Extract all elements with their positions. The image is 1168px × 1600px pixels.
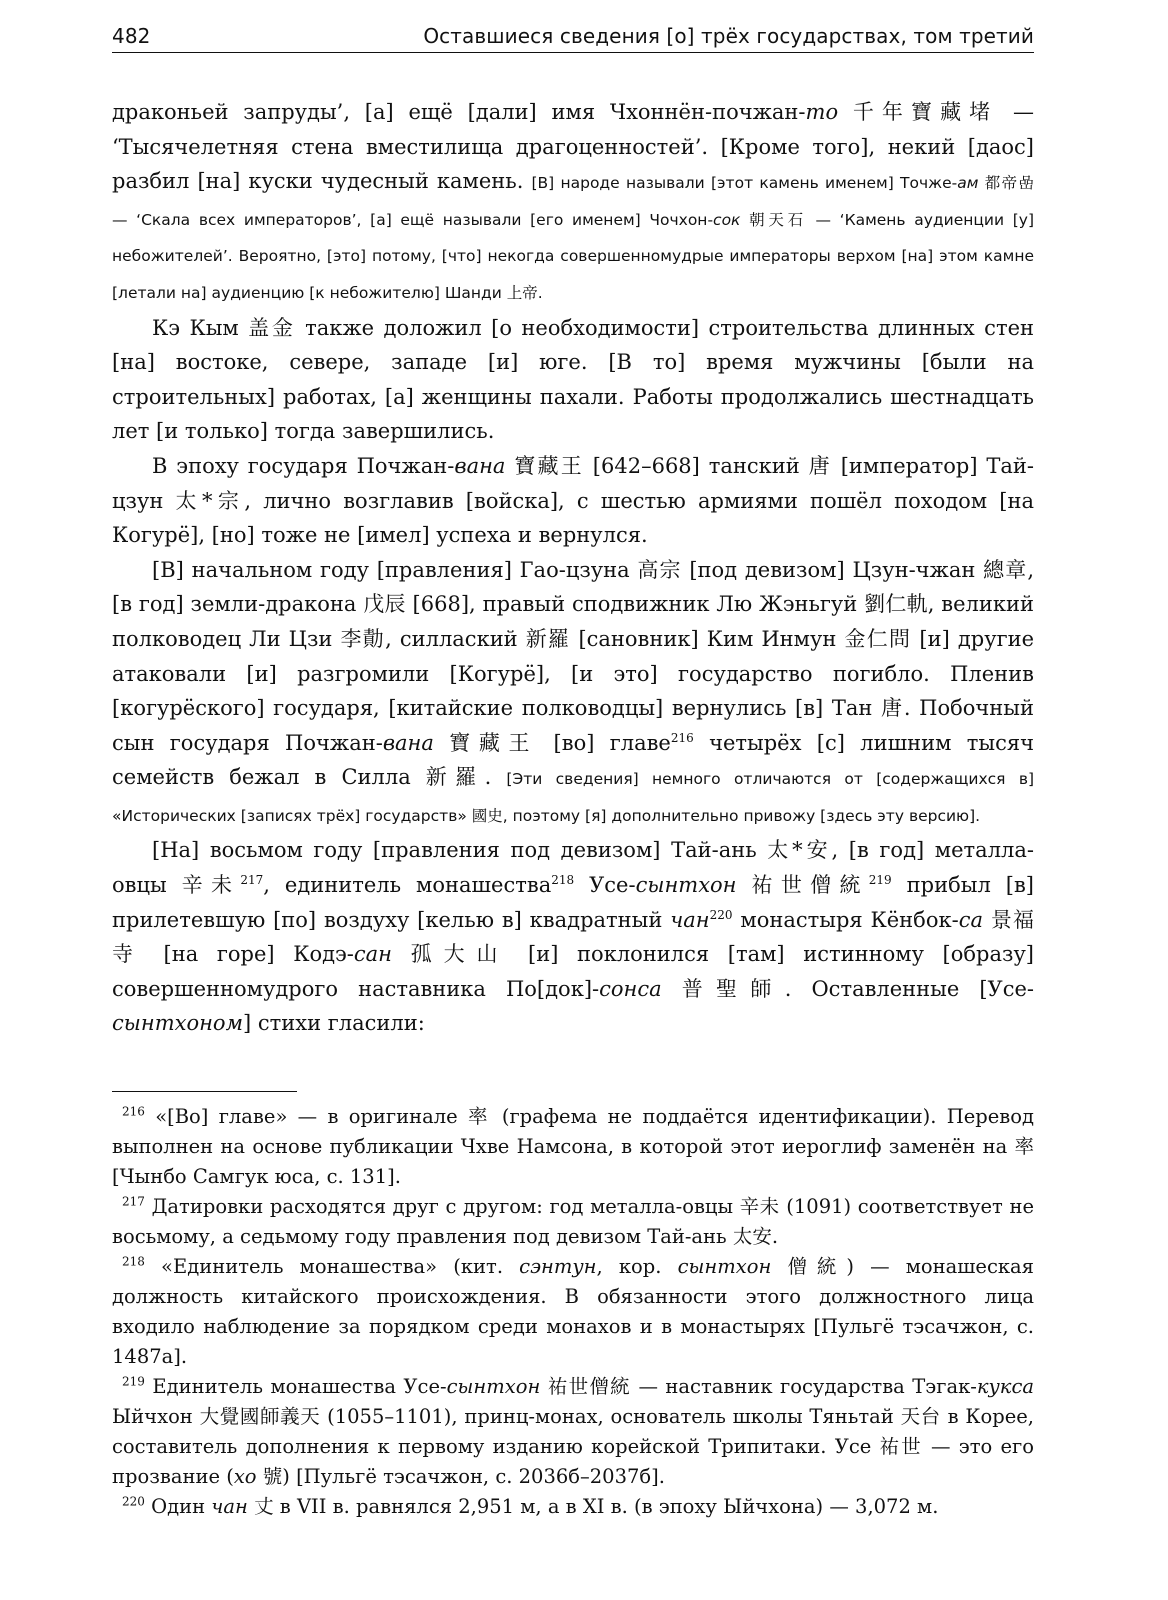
- footnote: [112, 1372, 1034, 1492]
- paragraph: [112, 449, 1034, 553]
- text-run: В эпоху государя Почжан-: [152, 453, 455, 478]
- text-run: Усе-: [574, 873, 636, 898]
- text-run: сынтхон: [446, 1375, 541, 1399]
- page: [112, 24, 1034, 1522]
- text-run: сынтхон: [677, 1255, 772, 1279]
- text-run: 丈 в VII в. равнялся 2,951 м, а в XI в. (в эпоху Ыйчхона) — 3,072 м.: [247, 1495, 939, 1519]
- text-run: сынтхон: [635, 873, 737, 898]
- body-text: [112, 95, 1034, 1041]
- text-run: , кор.: [596, 1255, 678, 1279]
- paragraph: [112, 553, 1034, 834]
- paragraph: [112, 95, 1034, 311]
- footnote-ref: 217: [240, 873, 264, 888]
- text-run: ] стихи гласили:: [242, 1011, 425, 1036]
- text-run: 寶藏王 [642–668] танский 唐 [император] Тай-цзун 太*宗, лично возглавив [войска], с шестью армиями пошёл походом [на Когурё], [но] тоже не [имел] успеха и вернулся.: [112, 453, 1035, 548]
- footnote-ref: 216: [122, 1104, 145, 1119]
- footnote: [112, 1192, 1034, 1252]
- footnote-ref: 218: [122, 1254, 145, 1269]
- paragraph: [112, 833, 1034, 1041]
- commentary-text: 朝天石 — ‘Камень аудиенции [у] небожителей’. Вероятно, [это] потому, [что] некогда совершенномудрые императоры верхом [на] этом камне [летали на] аудиенцию [к небожителю] Шанди 上帝.: [112, 210, 1034, 302]
- page-number: 482: [112, 24, 151, 48]
- text-run: четырёх [с] лишним тысяч семейств бежал в Силла 新羅.: [112, 730, 1034, 790]
- footnote-ref: 216: [670, 730, 694, 745]
- footnote-separator: [112, 1091, 297, 1092]
- text-run: 孤大山 [и] поклонился [там] истинному [образу] совершенномудрого наставника По[док]-: [112, 942, 1034, 1001]
- footnote-ref: 218: [551, 873, 575, 888]
- paragraph: [112, 311, 1034, 449]
- text-run: монастыря Кёнбок-: [732, 907, 959, 932]
- text-run: сан: [353, 942, 393, 967]
- text-run: Единитель монашества Усе-: [144, 1375, 447, 1399]
- text-run: Кэ Кым 盖金 также доложил [о необходимости] строительства длинных стен [на] востоке, севере, западе [и] юге. [В то] время мужчины [были на строительных] работах, [а] женщины пахали. Работы продолжались шестнадцать лет [и только] тогда завершились.: [112, 315, 1034, 444]
- footnote-ref: 220: [709, 907, 733, 922]
- text-run: сонса: [599, 976, 662, 1001]
- text-run: 千年寶藏堵 — ‘Тысячелетняя стена вместилища драгоценностей’. [Кроме того], некий [даос] разбил [на] куски чудесный камень.: [112, 100, 1034, 194]
- text-run: [На] восьмом году [правления под девизом] Тай-ань 太*安, [в год] металла-овцы 辛未: [112, 838, 1034, 898]
- running-title: Оставшиеся сведения [о] трёх государствах, том третий: [423, 24, 1034, 48]
- commentary-text: ам: [957, 174, 979, 193]
- text-run: то: [805, 100, 839, 124]
- text-run: 寶藏王 [во] главе: [433, 730, 671, 755]
- text-run: Ыйчхон 大覺國師義天 (1055–1101), принц-монах, основатель школы Тяньтай 天台 в Корее, составитель дополнения к первому изданию корейской Трипитаки. Усе 祐世 — это его прозвание (: [112, 1405, 1034, 1489]
- text-run: , единитель монашества: [263, 873, 552, 898]
- text-run: 普聖師. Оставленные [Усе-: [661, 976, 1034, 1001]
- footnotes: [112, 1102, 1034, 1522]
- text-run: Один: [144, 1495, 212, 1519]
- text-run: сэнтун: [519, 1255, 597, 1279]
- footnote-ref: 217: [122, 1194, 145, 1209]
- commentary-text: [Эти сведения] немного отличаются от [содержащихся в] «Исторических [записях трёх] государств» 國史, поэтому [я] дополнительно привожу [здесь эту версию].: [112, 770, 1034, 825]
- running-head: [112, 24, 1034, 53]
- text-run: прибыл [в] прилетевшую [по] воздуху [келью в] квадратный: [112, 873, 1034, 932]
- footnote-ref: 219: [868, 873, 892, 888]
- footnote-ref: 219: [122, 1374, 145, 1389]
- text-run: 號) [Пульгё тэсачжон, с. 2036б–2037б].: [256, 1465, 665, 1489]
- text-run: са: [958, 907, 983, 932]
- text-run: чан: [211, 1495, 248, 1519]
- text-run: 僧統) — монашеская должность китайского происхождения. В обязанности этого должностного лица входило наблюдение за порядком среди монахов и в монастырях [Пульгё тэсачжон, с. 1487а].: [112, 1255, 1034, 1369]
- footnote: [112, 1492, 1034, 1522]
- text-run: Датировки расходятся друг с другом: год металла-овцы 辛未 (1091) соответствует не восьмому, а седьмому году правления под девизом Тай-ань 太安.: [112, 1195, 1034, 1249]
- text-run: [В] начальном году [правления] Гао-цзуна 高宗 [под девизом] Цзун-чжан 總章, [в год] земли-дракона 戊辰 [668], правый сподвижник Лю Жэньгуй 劉仁軌, великий полководец Ли Цзи 李勣, силлаский 新羅 [сановник] Ким Инмун 金仁問 [и] другие атаковали [и] разгромили [Когурё], [и это] государство погибло. Пленив [когурёского] государя, [китайские полководцы] вернулись [в] Тан 唐. Побочный сын государя Почжан-: [112, 557, 1034, 755]
- footnote: [112, 1102, 1034, 1192]
- text-run: чан: [670, 907, 710, 932]
- text-run: «Единитель монашества» (кит.: [144, 1255, 520, 1279]
- footnote: [112, 1252, 1034, 1372]
- text-run: вана: [382, 730, 434, 755]
- text-run: кукса: [976, 1375, 1034, 1399]
- commentary-text: 都帝嵒 — ‘Скала всех императоров’, [а] ещё называли [его именем] Чочхон-: [112, 174, 1034, 229]
- text-run: «[Во] главе» — в оригинале 率 (графема не поддаётся идентификации). Перевод выполнен на основе публикации Чхве Намсона, в которой этот иероглиф заменён на 率 [Чынбо Самгук юса, с. 131].: [112, 1105, 1034, 1189]
- footnote-ref: 220: [122, 1494, 145, 1509]
- text-run: вана: [454, 453, 506, 478]
- text-run: сынтхоном: [112, 1011, 243, 1036]
- commentary-text: сок: [713, 210, 741, 229]
- text-run: драконьей запруды’, [а] ещё [дали] имя Чхоннён-почжан-: [112, 100, 806, 124]
- commentary-text: [В] народе называли [этот камень именем] Точже-: [531, 174, 958, 193]
- text-run: 祐世僧統 — наставник государства Тэгак-: [540, 1375, 977, 1399]
- text-run: 祐世僧統: [736, 873, 869, 898]
- text-run: 景福寺 [на горе] Кодэ-: [112, 907, 1034, 967]
- text-run: хо: [233, 1465, 257, 1489]
